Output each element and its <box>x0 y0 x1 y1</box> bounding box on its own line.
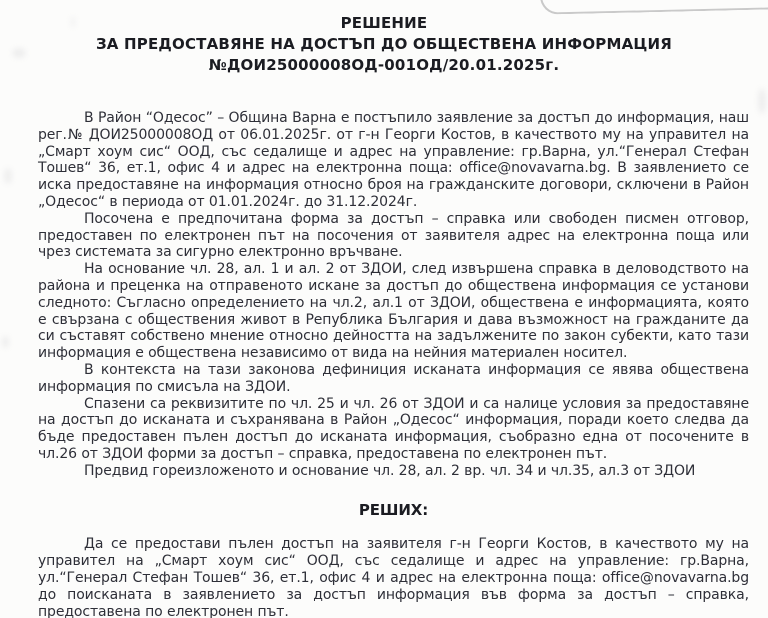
document-number: №ДОИ25000008ОД-001ОД/20.01.2025г. <box>208 56 560 74</box>
body-paragraph-conclusion: Предвид гореизложеното и основание чл. 28, ал. 2 вр. чл. 34 и чл.35, ал.3 от ЗДОИ <box>84 462 696 479</box>
body-paragraph-requisites: Спазени са реквизитите по чл. 25 и чл. 26 от ЗДОИ и са налице условия за предоставяне на достъп до исканата и съхранявана в Район „Одесос“ информация, поради което следва да бъде предоставен пълен достъп до исканата информация, съобразно една от посочените в чл.26 от ЗДОИ форми за достъп – справка, предоставена по електронен път. <box>38 395 749 462</box>
resolution-heading: РЕШИХ: <box>358 500 429 519</box>
resolution-paragraph: Да се предостави пълен достъп на заявителя г-н Георги Костов, в качеството му на управител на „Смарт хоум сис“ ООД, със седалище и адрес на управление: гр.Варна, ул.“Генерал Стефан Тошев“ 36, ет.1, офис 4 и адрес на електронна поща: office@novavarna.bg до поисканата в заявлението за достъп информация във форма за достъп – справка, предоставена по електронен път. <box>38 536 749 618</box>
body-paragraph-legal-grounds: На основание чл. 28, ал. 1 и ал. 2 от ЗДОИ, след извършена справка в деловодството на района и преценка на отправеното искане за достъп до обществена информация се установи следното: Съгласно определението на чл.2, ал.1 от ЗДОИ, обществена е информацията, която е свързана с обществения живот в Република България и дава възможност на гражданите да си съставят собствено мнение относно дейността на задължените по закон субекти, като тази информация е обществена независимо от вида на нейния материален носител. <box>38 261 749 362</box>
document-title: РЕШЕНИЕ <box>340 14 428 32</box>
document-body <box>0 110 768 618</box>
document-subtitle: ЗА ПРЕДОСТАВЯНЕ НА ДОСТЪП ДО ОБЩЕСТВЕНА ИНФОРМАЦИЯ <box>95 35 673 53</box>
document-header <box>0 0 768 76</box>
body-paragraph-definition: В контекста на тази законова дефиниция исканата информация се явява обществена информация по смисъла на ЗДОИ. <box>38 361 749 395</box>
body-paragraph-access-form: Посочена е предпочитана форма за достъп – справка или свободен писмен отговор, предоставен по електронен път на посочения от заявителя адрес на електронна поща или чрез системата за сигурно електронно връчване. <box>38 210 749 261</box>
body-paragraph-intro: В Район “Одесос” – Община Варна е постъпило заявление за достъп до информация, наш рег.№ ДОИ25000008ОД от 06.01.2025г. от г-н Георги Костов, в качеството му на управител на „Смарт хоум сис“ ООД, със седалище и адрес на управление: гр.Варна, ул.“Генерал Стефан Тошев“ 36, ет.1, офис 4 и адрес на електронна поща: office@novavarna.bg. В заявлението се иска предоставяне на информация относно броя на гражданските договори, сключени в Район „Одесос“ в периода от 01.01.2024г. до 31.12.2024г. <box>38 110 749 210</box>
